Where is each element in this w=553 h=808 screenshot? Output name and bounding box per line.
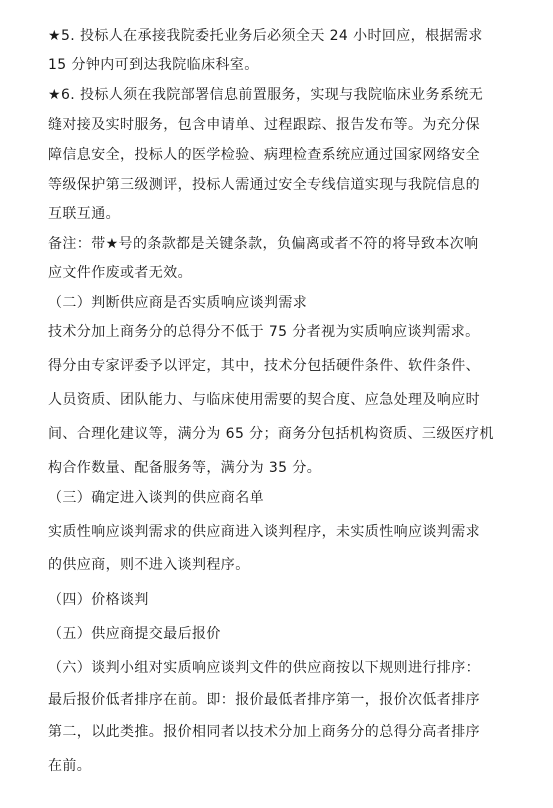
section-3-heading: （三）确定进入谈判的供应商名单 — [48, 490, 264, 506]
section-2-line-5: 构合作数量、配备服务等，满分为 35 分。 — [48, 460, 322, 476]
section-6-line-3: 在前。 — [48, 758, 92, 774]
section-5-heading: （五）供应商提交最后报价 — [48, 626, 221, 642]
section-6-line-1: 最后报价低者排序在前。即：报价最低者排序第一，报价次低者排序 — [48, 692, 480, 708]
section-2-line-3: 人员资质、团队能力、与临床使用需要的契合度、应急处理及响应时 — [48, 392, 480, 408]
section-2-line-4: 间、合理化建议等，满分为 65 分；商务分包括机构资质、三级医疗机 — [48, 426, 494, 442]
clause-6-line-4: 等级保护第三级测评，投标人需通过安全专线信道实现与我院信息的 — [48, 177, 480, 193]
section-6-heading: （六）谈判小组对实质响应谈判文件的供应商按以下规则进行排序： — [48, 660, 480, 676]
section-6-line-2: 第二，以此类推。报价相同者以技术分加上商务分的总得分高者排序 — [48, 724, 480, 740]
clause-5-line-2: 15 分钟内可到达我院临床科室。 — [48, 57, 259, 73]
section-4-heading: （四）价格谈判 — [48, 592, 149, 608]
section-2-line-2: 得分由专家评委予以评定，其中，技术分包括硬件条件、软件条件、 — [48, 358, 480, 374]
clause-6-line-5: 互联互通。 — [48, 206, 120, 222]
note-line-2: 应文件作废或者无效。 — [48, 265, 192, 281]
clause-6-line-3: 障信息安全，投标人的医学检验、病理检查系统应通过国家网络安全 — [48, 147, 480, 163]
section-2-line-1: 技术分加上商务分的总得分不低于 75 分者视为实质响应谈判需求。 — [48, 324, 480, 340]
section-2-heading: （二）判断供应商是否实质响应谈判需求 — [48, 295, 308, 311]
clause-6-line-1: ★6. 投标人须在我院部署信息前置服务，实现与我院临床业务系统无 — [48, 87, 484, 103]
clause-6-line-2: 缝对接及实时服务，包含申请单、过程跟踪、报告发布等。为充分保 — [48, 117, 480, 133]
section-3-line-1: 实质性响应谈判需求的供应商进入谈判程序，未实质性响应谈判需求 — [48, 524, 480, 540]
section-3-line-2: 的供应商，则不进入谈判程序。 — [48, 557, 250, 573]
clause-5-line-1: ★5. 投标人在承接我院委托业务后必须全天 24 小时回应，根据需求 — [48, 28, 483, 44]
note-line-1: 备注：带★号的条款都是关键条款，负偏离或者不符的将导致本次响 — [48, 236, 479, 252]
